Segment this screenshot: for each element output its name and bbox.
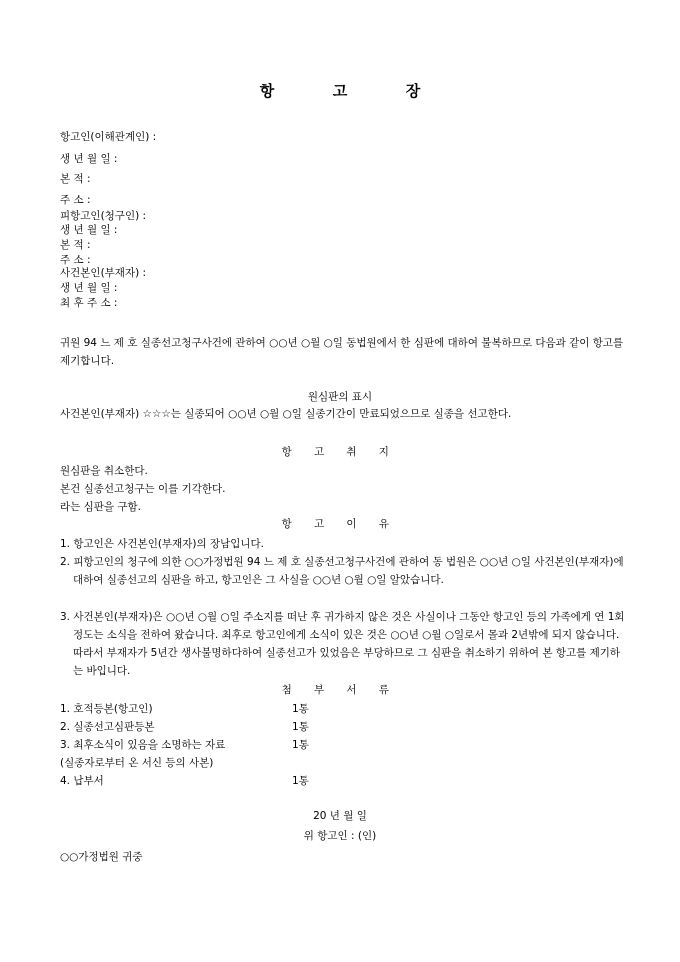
purpose-line-2: 본건 실종선고청구는 이를 기각한다.	[60, 483, 226, 495]
reason-item-3	[60, 608, 630, 680]
party-appellant-domicile: 본 적 :	[60, 173, 91, 185]
attachments-heading-text: 첨 부 서 류	[281, 684, 399, 696]
attachment-count-2: 1통	[292, 721, 309, 733]
party-absentee-last-address: 최 후 주 소 :	[60, 297, 118, 309]
original-ruling-heading: 원심판의 표시	[307, 391, 373, 403]
attachment-count-3: 1통	[292, 739, 309, 751]
reason-item-1-text: 1. 항고인은 사건본인(부재자)의 장남입니다.	[60, 538, 264, 550]
attachments-heading	[0, 682, 680, 697]
original-ruling-text: 사건본인(부재자) ☆☆☆는 실종되어 ○○년 ○월 ○일 실종기간이 만료되었으므로 실종을 선고한다.	[60, 408, 512, 420]
attachment-label-2: 2. 실종선고심판등본	[60, 721, 155, 733]
attachment-label-1: 1. 호적등본(항고인)	[60, 703, 153, 715]
purpose-heading-text: 항 고 취 지	[281, 446, 399, 458]
reason-item-1	[60, 535, 630, 553]
title-char-3: 장	[405, 82, 421, 100]
intro-paragraph: 귀원 94 느 제 호 실종선고청구사건에 관하여 ○○년 ○월 ○일 동법원에서 한 심판에 대하여 불복하므로 다음과 같이 항고를 제기합니다.	[60, 337, 624, 367]
party-appellee-domicile: 본 적 :	[60, 239, 91, 251]
title-char-1: 항	[259, 82, 275, 100]
reasons-heading	[0, 516, 680, 531]
purpose-heading	[0, 444, 680, 459]
signer-line: 위 항고인 : (인)	[303, 830, 377, 842]
attachment-count-1: 1통	[292, 703, 309, 715]
reason-item-2	[60, 553, 630, 589]
purpose-line-3: 라는 심판을 구함.	[60, 501, 142, 513]
party-appellant-address: 주 소 :	[60, 194, 91, 206]
court-line: ○○가정법원 귀중	[60, 851, 143, 863]
party-absentee-birth: 생 년 월 일 :	[60, 282, 118, 294]
party-absentee: 사건본인(부재자) :	[60, 267, 147, 279]
attachment-label-4: (실종자로부터 온 서신 등의 사본)	[60, 757, 214, 769]
purpose-line-1: 원심판을 취소한다.	[60, 465, 148, 477]
attachment-label-3: 3. 최후소식이 있음을 소명하는 자료	[60, 739, 226, 751]
party-appellee-birth: 생 년 월 일 :	[60, 224, 118, 236]
reasons-heading-text: 항 고 이 유	[281, 518, 399, 530]
attachment-label-5: 4. 납부서	[60, 775, 104, 787]
party-appellee-address: 주 소 :	[60, 254, 91, 266]
party-appellee: 피항고인(청구인) :	[60, 210, 147, 222]
reason-item-2-text: 2. 피항고인의 청구에 의한 ○○가정법원 94 느 제 호 실종선고청구사건에 관하여 동 법원은 ○○년 ○일 사건본인(부재자)에 대하여 실종선고의 심판을 하고, 항고인은 그 사실을 ○○년 ○월 ○일 알았습니다.	[60, 556, 624, 586]
party-appellant: 항고인(이해관계인) :	[60, 131, 157, 143]
reason-item-3-text: 3. 사건본인(부재자)은 ○○년 ○월 ○일 주소지를 떠난 후 귀가하지 않은 것은 사실이나 그동안 항고인 등의 가족에게 연 1회 정도는 소식을 전하여 왔습니다. 최후로 항고인에게 소식이 있은 것은 ○○년 ○월 ○일로서 몰과 2년밖에 되지 않습니다. 따라서 부재자가 5년간 생사불명하다하여 실종선고가 있었음은 부당하므로 그 심판을 취소하기 위하여 본 항고를 제기하는 바입니다.	[60, 611, 625, 677]
date-line: 20 년 월 일	[313, 810, 367, 822]
attachment-count-5: 1통	[292, 775, 309, 787]
party-appellant-birth: 생 년 월 일 :	[60, 153, 118, 165]
title-char-2: 고	[332, 82, 348, 100]
document-title	[0, 80, 680, 101]
